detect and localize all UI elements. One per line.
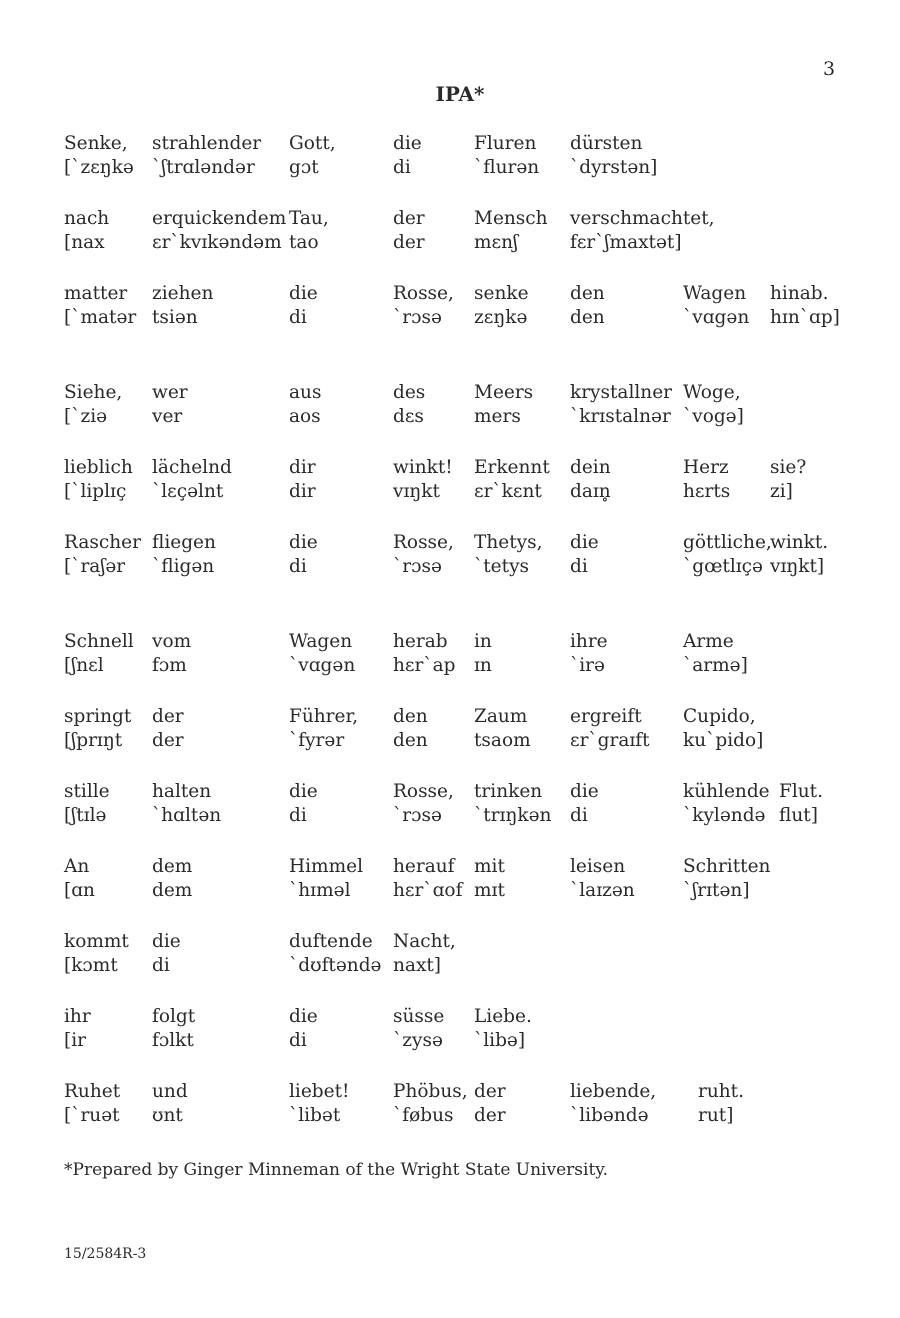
ipa-transcription: ˋfligən	[152, 556, 215, 577]
german-word: ruht.	[698, 1081, 744, 1102]
text-line	[64, 780, 854, 828]
german-word: senke	[474, 283, 529, 304]
german-word: nach	[64, 208, 110, 229]
german-word: An	[64, 856, 90, 877]
ipa-transcription: ˋlibə]	[474, 1030, 526, 1051]
german-word: dir	[289, 457, 316, 478]
german-word: lieblich	[64, 457, 133, 478]
ipa-transcription: fɔlkt	[152, 1030, 194, 1051]
german-word: Herz	[683, 457, 729, 478]
german-word: vom	[152, 631, 192, 652]
ipa-transcription: ˋhɑltən	[152, 805, 222, 826]
ipa-transcription: vɪŋkt]	[770, 556, 825, 577]
german-word: leisen	[570, 856, 626, 877]
ipa-transcription: fɔm	[152, 655, 187, 676]
german-word: Schnell	[64, 631, 134, 652]
german-word: lächelnd	[152, 457, 232, 478]
ipa-transcription: ˋfyrər	[289, 730, 345, 751]
ipa-transcription: daɪn̥	[570, 481, 611, 502]
german-word: Führer,	[289, 706, 359, 727]
ipa-transcription: ɪn	[474, 655, 492, 676]
ipa-transcription: ˋvogə]	[683, 406, 744, 427]
ipa-transcription: ˋrɔsə	[393, 805, 442, 826]
ipa-transcription: zɛŋkə	[474, 307, 528, 328]
german-word: Thetys,	[474, 532, 543, 553]
german-word: Zaum	[474, 706, 528, 727]
german-word: Liebe.	[474, 1006, 532, 1027]
german-word: Ruhet	[64, 1081, 121, 1102]
text-line	[64, 282, 854, 330]
ipa-transcription: ˋʃtrɑləndər	[152, 157, 255, 178]
german-word: halten	[152, 781, 212, 802]
ipa-transcription: hɛrts	[683, 481, 731, 502]
ipa-transcription: ɛrˋkvɪkəndəm	[152, 232, 282, 253]
ipa-transcription: [nax	[64, 232, 105, 253]
german-word: kühlende	[683, 781, 770, 802]
text-line	[64, 531, 854, 579]
ipa-transcription: tao	[289, 232, 319, 253]
text-line	[64, 381, 854, 429]
text-line	[64, 456, 854, 504]
ipa-transcription: tsiən	[152, 307, 198, 328]
ipa-transcription: di	[152, 955, 170, 976]
text-line	[64, 1080, 854, 1128]
german-word: Rosse,	[393, 781, 454, 802]
ipa-transcription: di	[393, 157, 411, 178]
ipa-transcription: di	[289, 556, 307, 577]
ipa-transcription: ˋarmə]	[683, 655, 748, 676]
german-word: und	[152, 1081, 188, 1102]
ipa-transcription: ˋvɑgən	[289, 655, 356, 676]
ipa-transcription: [kɔmt	[64, 955, 118, 976]
ipa-transcription: [ʃnɛl	[64, 655, 104, 676]
german-word: den	[570, 283, 605, 304]
german-word: winkt!	[393, 457, 453, 478]
ipa-transcription: mɪt	[474, 880, 505, 901]
german-word: dürsten	[570, 133, 643, 154]
german-word: herab	[393, 631, 448, 652]
ipa-transcription: [ʃtɪlə	[64, 805, 107, 826]
german-word: Cupido,	[683, 706, 756, 727]
ipa-transcription: ˋføbus	[393, 1105, 454, 1126]
ipa-transcription: [ˋmatər	[64, 307, 137, 328]
german-word: Himmel	[289, 856, 363, 877]
ipa-transcription: ˋvɑgən	[683, 307, 750, 328]
ipa-transcription: [ir	[64, 1030, 86, 1051]
german-word: die	[289, 1006, 318, 1027]
german-word: des	[393, 382, 426, 403]
german-word: strahlender	[152, 133, 262, 154]
ipa-transcription: vɪŋkt	[393, 481, 440, 502]
german-word: wer	[152, 382, 188, 403]
ipa-transcription: den	[393, 730, 428, 751]
page-number: 3	[823, 58, 836, 80]
german-word: Mensch	[474, 208, 548, 229]
ipa-transcription: naxt]	[393, 955, 442, 976]
ipa-transcription: ˋlibəndə	[570, 1105, 649, 1126]
ipa-transcription: [ʃprɪŋt	[64, 730, 123, 751]
german-word: die	[289, 781, 318, 802]
german-word: die	[393, 133, 422, 154]
ipa-transcription: mers	[474, 406, 521, 427]
german-word: Wagen	[683, 283, 747, 304]
german-word: ihre	[570, 631, 608, 652]
german-word: die	[289, 283, 318, 304]
german-word: hinab.	[770, 283, 829, 304]
german-word: matter	[64, 283, 128, 304]
german-word: Rosse,	[393, 532, 454, 553]
ipa-transcription: hɛrˋap	[393, 655, 456, 676]
german-word: Rascher	[64, 532, 141, 553]
german-word: liebende,	[570, 1081, 657, 1102]
ipa-transcription: flut]	[779, 805, 818, 826]
ipa-transcription: [ˋziə	[64, 406, 108, 427]
text-line	[64, 207, 854, 255]
german-word: die	[570, 781, 599, 802]
ipa-transcription: ˋrɔsə	[393, 307, 442, 328]
text-line	[64, 132, 854, 180]
ipa-transcription: [ˋruət	[64, 1105, 120, 1126]
ipa-transcription: ˋlaɪzən	[570, 880, 635, 901]
ipa-transcription: di	[289, 1030, 307, 1051]
ipa-transcription: [ˋzɛŋkə	[64, 157, 134, 178]
german-word: trinken	[474, 781, 543, 802]
german-word: die	[289, 532, 318, 553]
german-word: die	[570, 532, 599, 553]
german-word: ihr	[64, 1006, 91, 1027]
ipa-transcription: di	[570, 805, 588, 826]
german-word: duftende	[289, 931, 373, 952]
german-word: Gott,	[289, 133, 336, 154]
ipa-transcription: ˋtrɪŋkən	[474, 805, 552, 826]
ipa-transcription: gɔt	[289, 157, 319, 178]
ipa-transcription: ˋzysə	[393, 1030, 443, 1051]
german-word: kommt	[64, 931, 129, 952]
german-word: den	[393, 706, 428, 727]
german-word: krystallner	[570, 382, 673, 403]
german-word: herauf	[393, 856, 455, 877]
ipa-transcription: tsaom	[474, 730, 531, 751]
ipa-transcription: den	[570, 307, 605, 328]
german-word: in	[474, 631, 492, 652]
german-word: ziehen	[152, 283, 214, 304]
german-word: Arme	[683, 631, 734, 652]
german-word: erquickendem	[152, 208, 287, 229]
german-word: Wagen	[289, 631, 353, 652]
ipa-transcription: der	[393, 232, 425, 253]
ipa-transcription: [ˋraʃər	[64, 556, 126, 577]
ipa-transcription: zi]	[770, 481, 793, 502]
ipa-transcription: ˋflurən	[474, 157, 540, 178]
ipa-transcription: ˋlɛçəlnt	[152, 481, 224, 502]
ipa-transcription: dɛs	[393, 406, 424, 427]
german-word: der	[474, 1081, 506, 1102]
ipa-transcription: ˋʃrɪtən]	[683, 880, 750, 901]
german-word: göttliche,	[683, 532, 772, 553]
ipa-transcription: der	[152, 730, 184, 751]
german-word: folgt	[152, 1006, 196, 1027]
ipa-transcription: mɛnʃ	[474, 232, 519, 253]
text-line	[64, 855, 854, 903]
ipa-transcription: [ˋliplɪç	[64, 481, 127, 502]
german-word: fliegen	[152, 532, 216, 553]
ipa-transcription: ˋkrɪstalnər	[570, 406, 671, 427]
ipa-transcription: kuˋpido]	[683, 730, 764, 751]
ipa-transcription: ʊnt	[152, 1105, 183, 1126]
ipa-transcription: ˋrɔsə	[393, 556, 442, 577]
footnote: *Prepared by Ginger Minneman of the Wright State University.	[64, 1160, 609, 1180]
german-word: Meers	[474, 382, 534, 403]
text-line	[64, 705, 854, 753]
ipa-transcription: ˋgœtlɪçə	[683, 556, 763, 577]
ipa-transcription: ɛrˋkɛnt	[474, 481, 542, 502]
german-word: Siehe,	[64, 382, 123, 403]
ipa-transcription: hɛrˋɑof	[393, 880, 463, 901]
german-word: Senke,	[64, 133, 128, 154]
ipa-transcription: ˋhɪməl	[289, 880, 351, 901]
german-word: ergreift	[570, 706, 642, 727]
ipa-transcription: rut]	[698, 1105, 734, 1126]
ipa-transcription: ˋlibət	[289, 1105, 341, 1126]
german-word: mit	[474, 856, 505, 877]
text-line	[64, 930, 854, 978]
german-word: dein	[570, 457, 611, 478]
german-word: aus	[289, 382, 322, 403]
german-word: Rosse,	[393, 283, 454, 304]
ipa-transcription: fɛrˋʃmaxtət]	[570, 232, 682, 253]
ipa-transcription: [ɑn	[64, 880, 95, 901]
ipa-transcription: ɛrˋgraɪft	[570, 730, 650, 751]
german-word: dem	[152, 856, 193, 877]
ipa-transcription: ˋirə	[570, 655, 605, 676]
german-word: Tau,	[289, 208, 329, 229]
text-line	[64, 1005, 854, 1053]
text-line	[64, 630, 854, 678]
german-word: Phöbus,	[393, 1081, 468, 1102]
ipa-transcription: di	[570, 556, 588, 577]
german-word: Woge,	[683, 382, 741, 403]
ipa-transcription: hɪnˋɑp]	[770, 307, 840, 328]
ipa-transcription: di	[289, 805, 307, 826]
german-word: Fluren	[474, 133, 537, 154]
german-word: Nacht,	[393, 931, 456, 952]
ipa-transcription: ˋtetys	[474, 556, 530, 577]
ipa-transcription: ˋdʊftəndə	[289, 955, 382, 976]
german-word: die	[152, 931, 181, 952]
german-word: Schritten	[683, 856, 771, 877]
page-title: IPA*	[435, 82, 485, 106]
ipa-transcription: dir	[289, 481, 316, 502]
ipa-transcription: dem	[152, 880, 193, 901]
ipa-transcription: ˋkyləndə	[683, 805, 766, 826]
ipa-transcription: aos	[289, 406, 321, 427]
german-word: der	[393, 208, 425, 229]
ipa-transcription: ver	[152, 406, 183, 427]
german-word: der	[152, 706, 184, 727]
german-word: liebet!	[289, 1081, 350, 1102]
german-word: springt	[64, 706, 132, 727]
german-word: sie?	[770, 457, 807, 478]
german-word: süsse	[393, 1006, 445, 1027]
ipa-transcription: ˋdyrstən]	[570, 157, 658, 178]
german-word: winkt.	[770, 532, 829, 553]
ipa-transcription: di	[289, 307, 307, 328]
german-word: verschmachtet,	[570, 208, 715, 229]
german-word: stille	[64, 781, 110, 802]
ipa-transcription: der	[474, 1105, 506, 1126]
german-word: Flut.	[779, 781, 823, 802]
document-code: 15/2584R-3	[64, 1246, 147, 1262]
german-word: Erkennt	[474, 457, 550, 478]
